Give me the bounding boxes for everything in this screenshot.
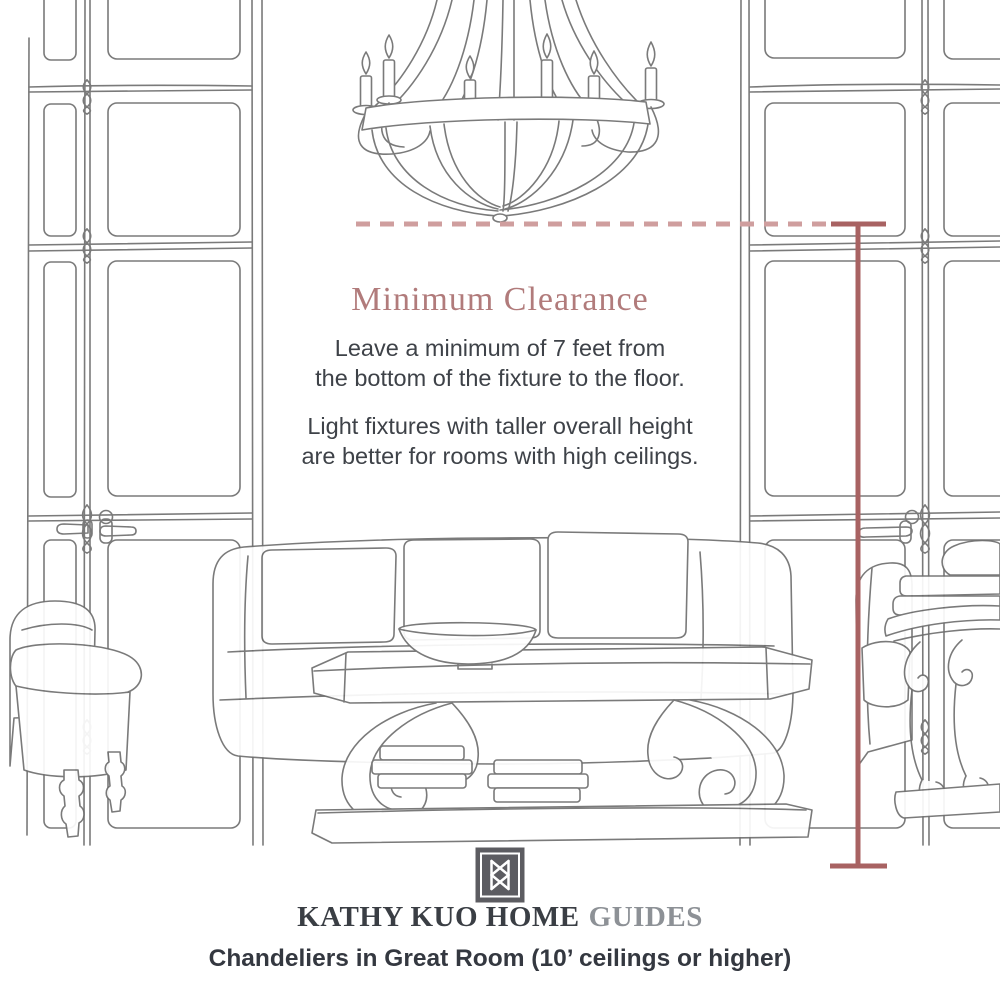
clearance-title: Minimum Clearance <box>351 281 649 318</box>
brand-name: KATHY KUO HOME <box>297 901 580 933</box>
brand-logo <box>0 847 1000 903</box>
kathy-kuo-home-monogram-icon <box>475 847 525 903</box>
chandelier-illustration <box>353 0 664 222</box>
clearance-line: the bottom of the fixture to the floor. <box>315 364 685 391</box>
clearance-line: Light fixtures with taller overall height <box>307 413 693 439</box>
armchair-left-illustration <box>10 601 141 837</box>
brand-collection: GUIDES <box>588 901 703 933</box>
clearance-paragraph-2 <box>0 412 1000 471</box>
clearance-line: are better for rooms with high ceilings. <box>301 442 699 469</box>
throw-pillow-icon <box>262 548 396 644</box>
brand-wordmark <box>0 901 1000 934</box>
clearance-paragraph-1 <box>0 334 1000 393</box>
guide-caption: Chandeliers in Great Room (10’ ceilings or higher) <box>208 945 792 972</box>
clearance-line: Leave a minimum of 7 feet from <box>334 335 666 361</box>
